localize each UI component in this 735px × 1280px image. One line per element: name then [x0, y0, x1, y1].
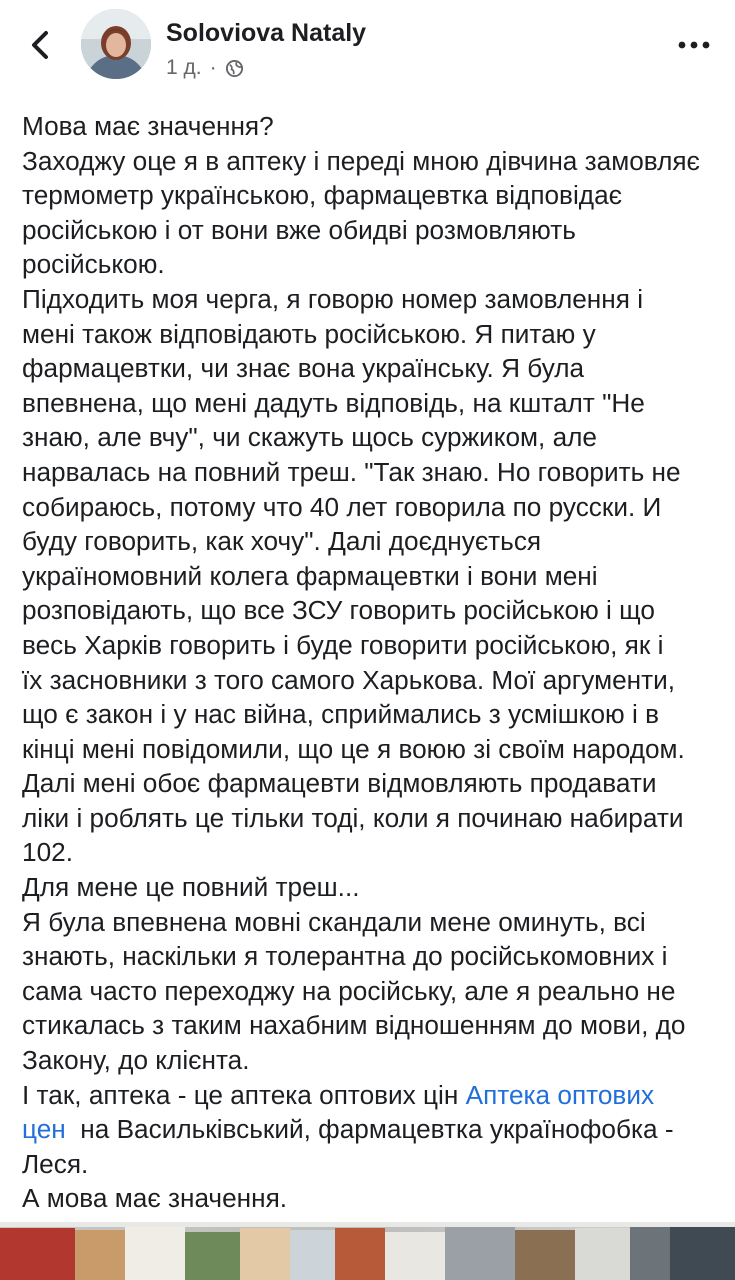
post-line [22, 1078, 722, 1113]
post-line: нарвалась на повний треш. "Так знаю. Но говорить не [22, 456, 681, 487]
post-meta [166, 56, 244, 80]
meta-separator: · [209, 56, 217, 79]
post-line: Для мене це повний треш... [22, 872, 360, 903]
post-line: кінці мені повідомили, що це я воюю зі своїм народом. [22, 733, 685, 764]
page-mention-link[interactable]: Аптека оптових [465, 1079, 655, 1110]
post-line: знаю, але вчу", чи скажуть щось суржиком, але [22, 422, 597, 453]
author-name[interactable]: Soloviova Nataly [166, 19, 367, 47]
post-text-span: І так, аптека - це аптека оптових цін [22, 1079, 466, 1110]
post-line: їх засновники з того самого Харькова. Мої аргументи, [22, 664, 676, 695]
post-line: російською і от вони вже обидві розмовляють [22, 214, 576, 245]
post-line: знають, наскільки я толерантна до російськомовних і [22, 941, 668, 972]
post-line: мені також відповідають російською. Я питаю у [22, 318, 596, 349]
post-line: ліки і роблять це тільки тоді, коли я починаю набирати [22, 802, 684, 833]
post-line [22, 1112, 722, 1147]
chevron-left-icon[interactable] [26, 28, 56, 62]
page-mention-link[interactable]: цен [22, 1114, 66, 1145]
post-line: Далі мені обоє фармацевти відмовляють продавати [22, 768, 657, 799]
post-line: фармацевтки, чи знає вона українську. Я була [22, 353, 585, 384]
post-line: впевнена, що мені дадуть відповідь, на кшталт "Не [22, 387, 645, 418]
post-line: україномовний колега фармацевтки і вони мені [22, 560, 598, 591]
avatar[interactable] [81, 9, 151, 79]
post-line: весь Харків говорить і буде говорити російською, як і [22, 629, 664, 660]
post-text-span: на Васильківський, фармацевтка українофобка - [65, 1114, 674, 1145]
post-line: Підходить моя черга, я говорю номер замовлення і [22, 283, 644, 314]
post-line: сама часто переходжу на російську, але я реально не [22, 975, 676, 1006]
timestamp[interactable]: 1 д. [166, 56, 202, 79]
post-line: А мова має значення. [22, 1183, 288, 1214]
post-line: російською. [22, 249, 165, 280]
post-line: що є закон і у нас війна, сприймались з усмішкою і в [22, 699, 659, 730]
post-line: Заходжу оце я в аптеку і переді мною дівчина замовляє [22, 145, 700, 176]
post-line: Закону, до клієнта. [22, 1045, 250, 1076]
post-text [22, 109, 722, 1216]
post-line: Мова має значення? [22, 111, 274, 141]
post-photo[interactable] [0, 1222, 735, 1280]
post-header [0, 0, 735, 95]
post-line: розповідають, що все ЗСУ говорить російською і що [22, 595, 655, 626]
post-line: термометр українською, фармацевтка відповідає [22, 180, 622, 211]
post-line: 102. [22, 837, 73, 868]
post-line: Я була впевнена мовні скандали мене оминуть, всі [22, 906, 646, 937]
more-horizontal-icon[interactable] [677, 38, 711, 52]
post-line: собираюсь, потому что 40 лет говорила по русски. И [22, 491, 662, 522]
post-line: стикалась з таким нахабним відношенням до мови, до [22, 1010, 686, 1041]
globe-icon [225, 59, 244, 78]
post-line: Леся. [22, 1148, 89, 1179]
post-line: буду говорить, как хочу". Далі доєднується [22, 526, 542, 557]
